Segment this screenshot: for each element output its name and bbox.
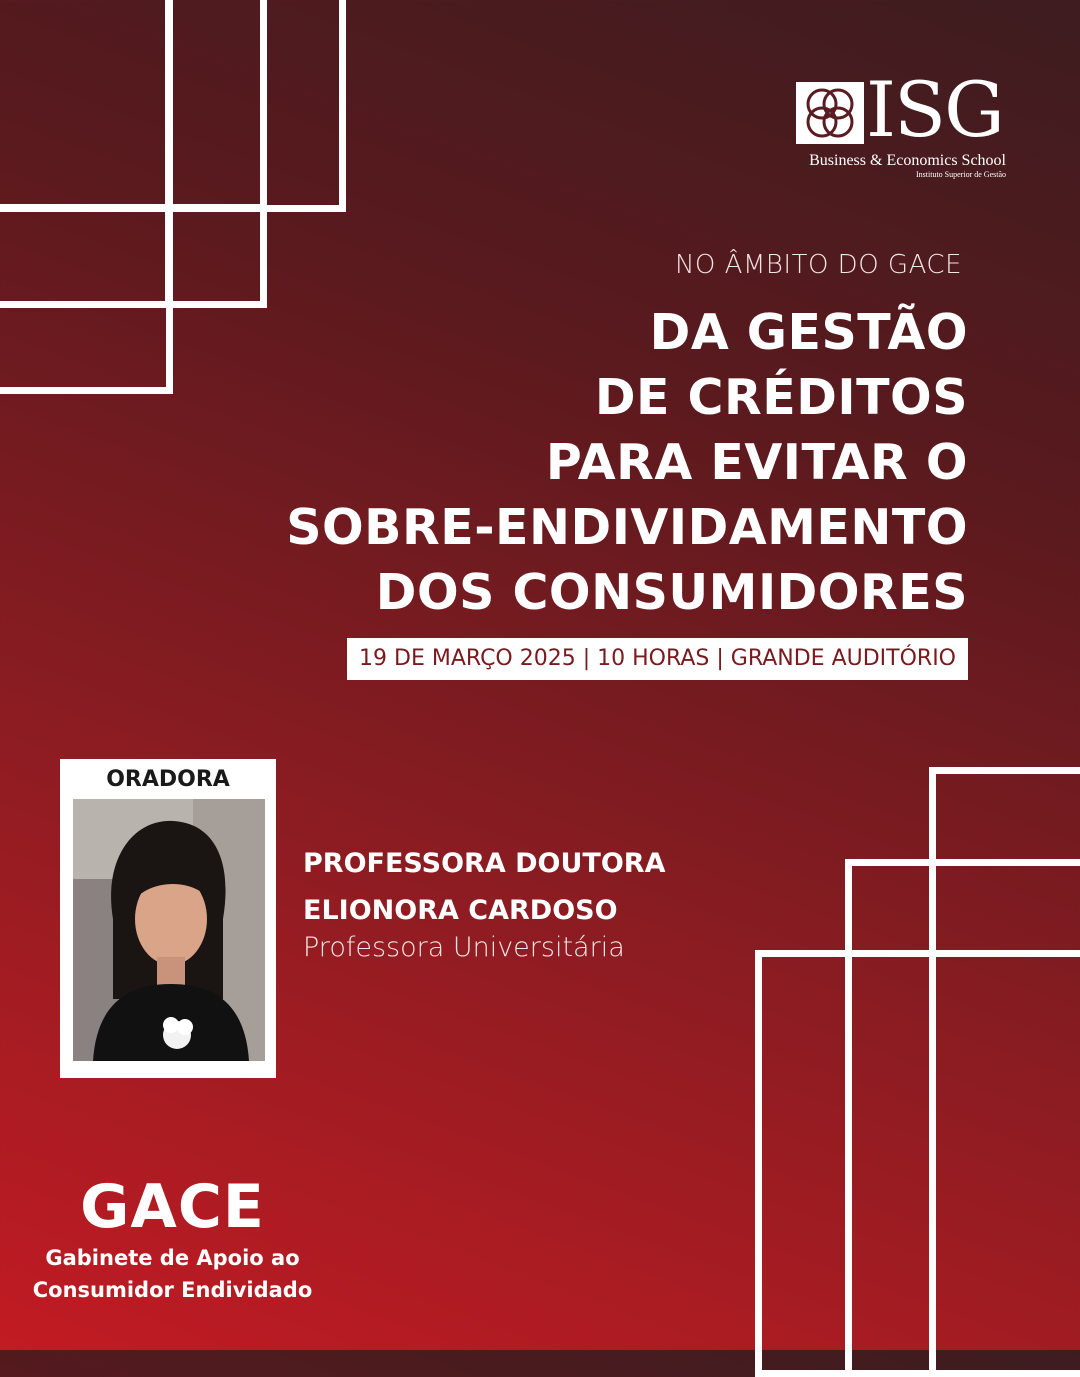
speaker-photo [73,799,265,1061]
gace-subtitle-line: Gabinete de Apoio ao [45,1246,300,1270]
speaker-card [60,759,276,1078]
gace-block [20,1172,325,1306]
event-title-line: PARA EVITAR O [545,434,968,491]
event-title-line: DA GESTÃO [649,304,968,361]
gace-subtitle-line: Consumidor Endividado [32,1278,313,1302]
event-title [286,300,968,625]
event-title-line: SOBRE-ENDIVIDAMENTO [286,499,968,556]
isg-logo-mark [796,82,864,144]
event-title-line: DE CRÉDITOS [594,369,968,426]
logo-wordmark: ISG [866,65,1003,154]
gace-title: GACE [80,1172,265,1242]
event-title-line: DOS CONSUMIDORES [375,564,968,621]
decorative-frame [755,950,1080,1377]
event-kicker: NO ÂMBITO DO GACE [674,250,962,280]
speaker-role: Professora Universitária [303,932,625,963]
isg-logo [796,65,1008,182]
speaker-name [303,840,665,934]
speaker-name-line: ELIONORA CARDOSO [303,895,618,926]
speaker-name-line: PROFESSORA DOUTORA [303,848,666,879]
logo-subtitle: Business & Economics School [809,152,1006,169]
speaker-tag: ORADORA [106,767,230,792]
logo-tagline: Instituto Superior de Gestão [916,170,1006,179]
event-details: 19 DE MARÇO 2025 | 10 HORAS | GRANDE AUDITÓRIO [347,638,968,680]
decorative-frame [0,0,173,394]
